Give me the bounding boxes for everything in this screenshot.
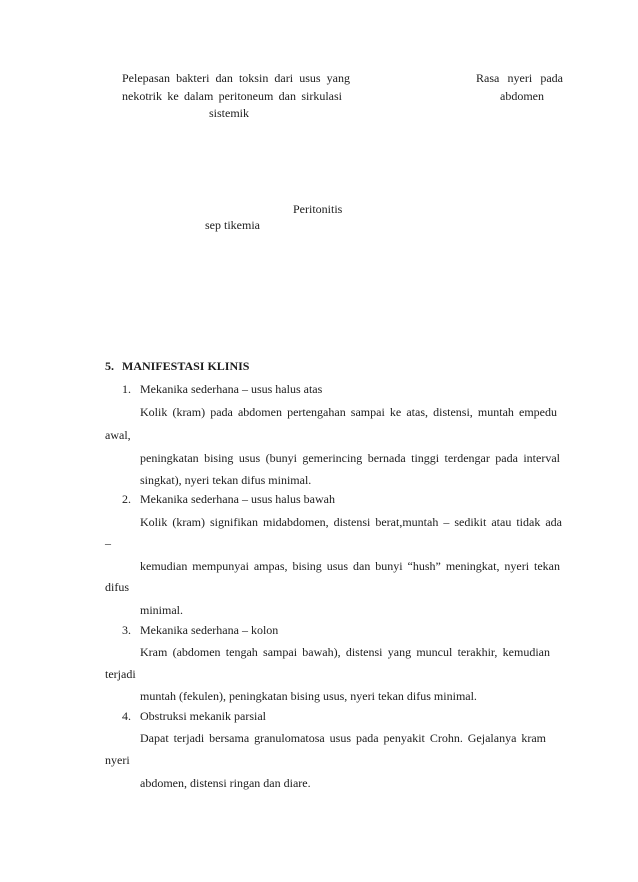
flowchart-peritonitis: Peritonitis — [293, 202, 343, 216]
item-2-title: Mekanika sederhana – usus halus bawah — [140, 492, 335, 506]
item-1-number: 1. — [122, 382, 131, 396]
section-number: 5. — [105, 359, 114, 373]
section-title: MANIFESTASI KLINIS — [122, 359, 250, 373]
item-2-line-2: – — [105, 536, 111, 550]
item-2-number: 2. — [122, 492, 131, 506]
item-3-line-1: Kram (abdomen tengah sampai bawah), distensi yang muncul terakhir, kemudian — [140, 645, 550, 659]
flowchart-septicemia: sep tikemia — [205, 218, 260, 232]
item-4-line-2: nyeri — [105, 753, 130, 767]
item-3-line-3: muntah (fekulen), peningkatan bising usus, nyeri tekan difus minimal. — [140, 689, 477, 703]
flowchart-symptom-line-2: abdomen — [500, 89, 544, 103]
item-2-line-1: Kolik (kram) signifikan midabdomen, distensi berat,muntah – sedikit atau tidak ada — [140, 515, 562, 529]
item-4-line-3: abdomen, distensi ringan dan diare. — [140, 776, 311, 790]
item-2-line-3: kemudian mempunyai ampas, bising usus dan bunyi “hush” meningkat, nyeri tekan — [140, 559, 560, 573]
item-1-line-2: awal, — [105, 428, 131, 442]
item-4-title: Obstruksi mekanik parsial — [140, 709, 266, 723]
item-1-line-3: peningkatan bising usus (bunyi gemerincing bernada tinggi terdengar pada interval — [140, 451, 560, 465]
item-4-number: 4. — [122, 709, 131, 723]
item-3-number: 3. — [122, 623, 131, 637]
item-3-title: Mekanika sederhana – kolon — [140, 623, 279, 637]
flowchart-cause-line-1: Pelepasan bakteri dan toksin dari usus yang — [122, 71, 350, 85]
flowchart-cause-line-2: nekotrik ke dalam peritoneum dan sirkulasi — [122, 89, 342, 103]
item-1-line-1: Kolik (kram) pada abdomen pertengahan sampai ke atas, distensi, muntah empedu — [140, 405, 557, 419]
item-3-line-2: terjadi — [105, 667, 136, 681]
flowchart-symptom-line-1: Rasa nyeri pada — [476, 71, 563, 85]
item-1-line-4: singkat), nyeri tekan difus minimal. — [140, 473, 312, 487]
item-4-line-1: Dapat terjadi bersama granulomatosa usus pada penyakit Crohn. Gejalanya kram — [140, 731, 546, 745]
item-2-line-4: difus — [105, 580, 129, 594]
item-1-title: Mekanika sederhana – usus halus atas — [140, 382, 323, 396]
flowchart-cause-line-3: sistemik — [209, 106, 250, 120]
item-2-line-5: minimal. — [140, 603, 183, 617]
